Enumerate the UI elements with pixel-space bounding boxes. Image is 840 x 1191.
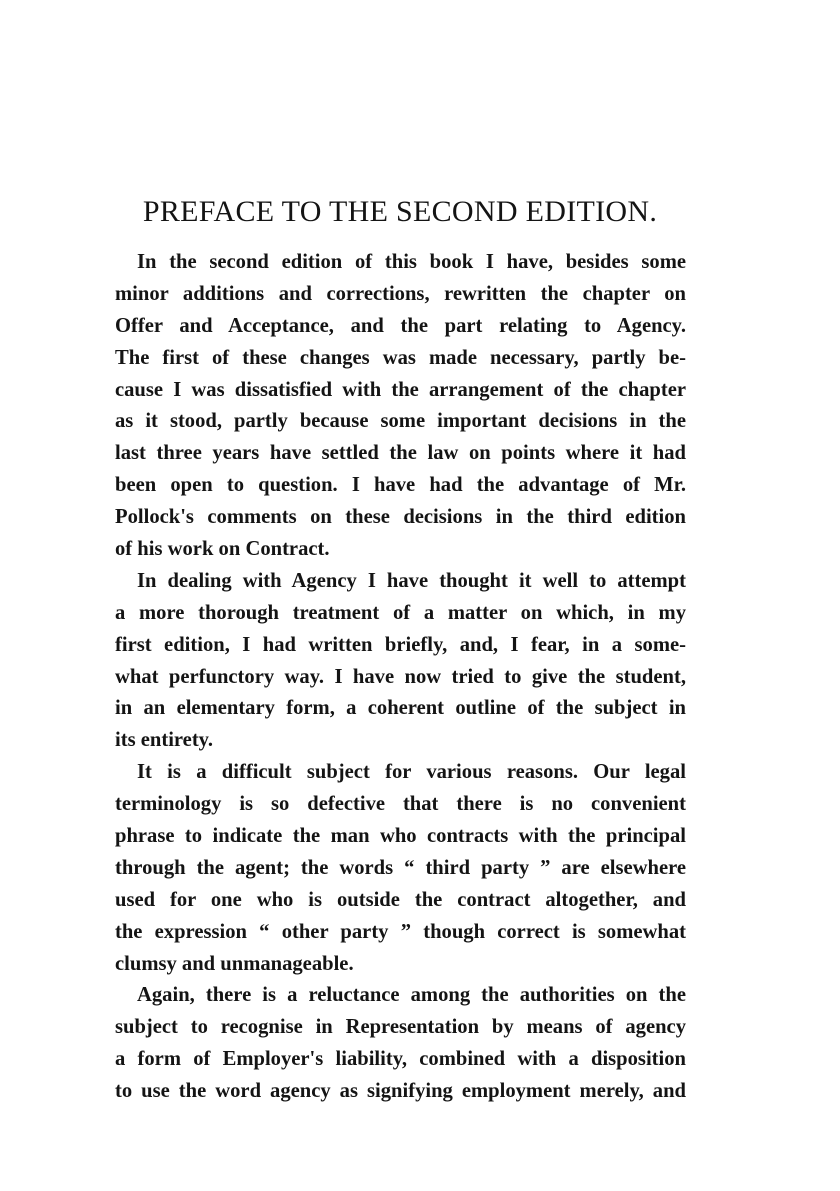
text-line: minor additions and corrections, rewritten the chapter on xyxy=(115,282,686,305)
text-line: in an elementary form, a coherent outline of the subject in xyxy=(115,697,686,720)
text-line: cause I was dissatisfied with the arrangement of the chapter xyxy=(115,378,686,401)
text-line: The first of these changes was made necessary, partly be- xyxy=(115,346,686,369)
paragraph-2 xyxy=(115,566,686,757)
paragraph-1 xyxy=(115,247,686,566)
text-line: through the agent; the words “ third party ” are elsewhere xyxy=(115,856,686,879)
text-line: used for one who is outside the contract altogether, and xyxy=(115,888,686,911)
text-line: subject to recognise in Representation by means of agency xyxy=(115,1016,686,1039)
text-line: In dealing with Agency I have thought it well to attempt xyxy=(137,569,686,592)
preface-body xyxy=(115,247,686,1108)
text-line: its entirety. xyxy=(115,729,213,752)
text-line: It is a difficult subject for various reasons. Our legal xyxy=(137,761,686,784)
text-line: last three years have settled the law on points where it had xyxy=(115,442,686,465)
text-line: clumsy and unmanageable. xyxy=(115,952,354,975)
text-line: Offer and Acceptance, and the part relating to Agency. xyxy=(115,314,686,337)
text-line: what perfunctory way. I have now tried to give the student, xyxy=(115,665,686,688)
text-line: of his work on Contract. xyxy=(115,538,330,561)
text-line: a form of Employer's liability, combined with a disposition xyxy=(115,1048,686,1071)
text-line: terminology is so defective that there is no convenient xyxy=(115,793,686,816)
paragraph-4 xyxy=(115,980,686,1108)
text-line: to use the word agency as signifying employment merely, and xyxy=(115,1080,686,1103)
text-line: Pollock's comments on these decisions in the third edition xyxy=(115,506,686,529)
text-line: been open to question. I have had the advantage of Mr. xyxy=(115,474,686,497)
text-line: Again, there is a reluctance among the authorities on the xyxy=(137,984,686,1007)
text-line: the expression “ other party ” though correct is somewhat xyxy=(115,920,686,943)
text-line: first edition, I had written briefly, and, I fear, in a some- xyxy=(115,633,686,656)
text-line: as it stood, partly because some important decisions in the xyxy=(115,410,686,433)
paragraph-3 xyxy=(115,757,686,980)
text-line: phrase to indicate the man who contracts with the principal xyxy=(115,825,686,848)
page-title: PREFACE TO THE SECOND EDITION. xyxy=(142,195,658,228)
text-line: a more thorough treatment of a matter on which, in my xyxy=(115,601,686,624)
text-line: In the second edition of this book I have, besides some xyxy=(137,251,686,273)
